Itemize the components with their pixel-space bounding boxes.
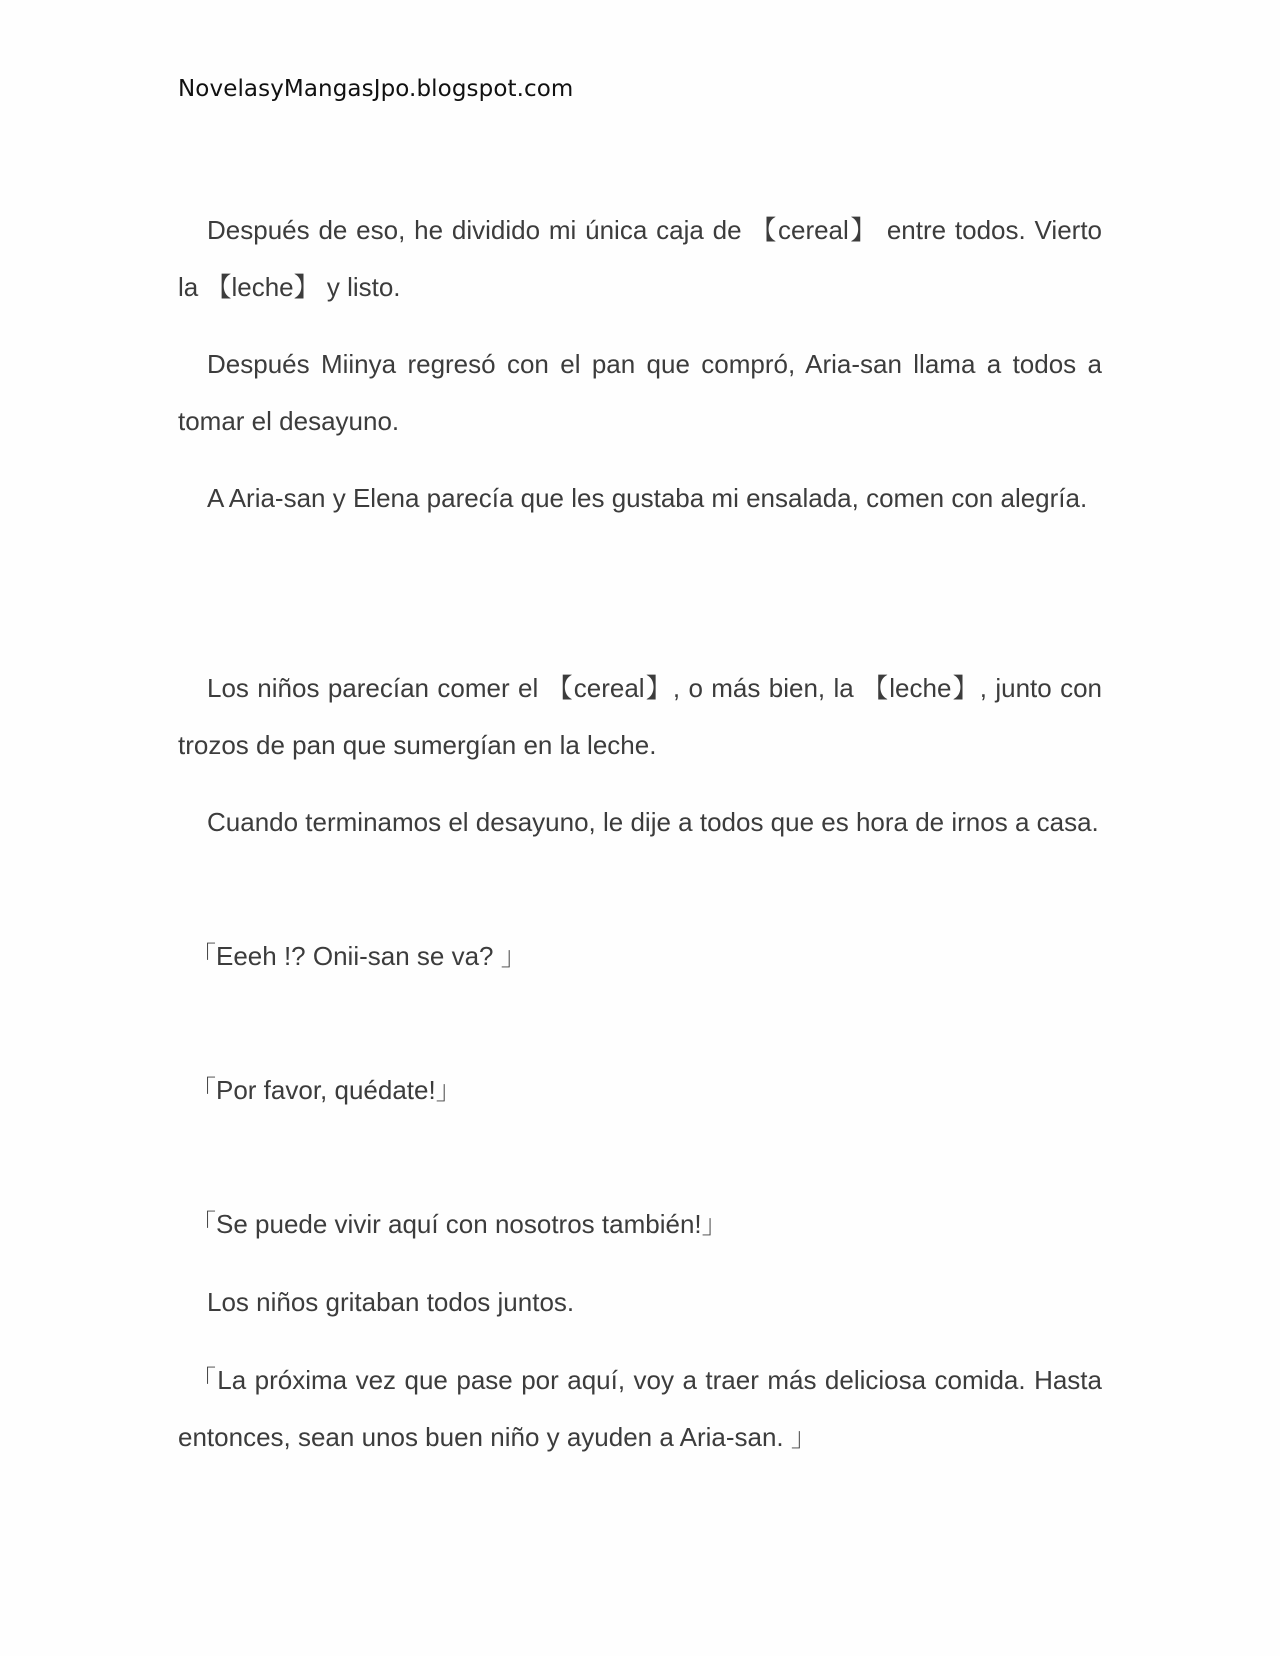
paragraph-children-milk: Los niños parecían comer el 【cereal】, o más bien, la 【leche】, junto con trozos de pan que sumergían en la leche. (178, 673, 1102, 760)
dialogue-live-here: 「Se puede vivir aquí con nosotros también!」 (190, 1209, 728, 1239)
dialogue-next-time: 「La próxima vez que pase por aquí, voy a traer más deliciosa comida. Hasta entonces, sean unos buen niño y ayuden a Aria-san. 」 (178, 1365, 1102, 1452)
paragraph-salad: A Aria-san y Elena parecía que les gustaba mi ensalada, comen con alegría. (207, 483, 1088, 513)
dialogue-stay: 「Por favor, quédate!」 (190, 1075, 462, 1105)
paragraph-breakfast-end: Cuando terminamos el desayuno, le dije a todos que es hora de irnos a casa. (207, 807, 1099, 837)
paragraph-children-shout: Los niños gritaban todos juntos. (207, 1287, 575, 1317)
blog-url-header: NovelasyMangasJpo.blogspot.com (178, 76, 574, 102)
dialogue-onii-san: 「Eeeh !? Onii-san se va? 」 (190, 941, 527, 971)
paragraph-miinya: Después Miinya regresó con el pan que compró, Aria-san llama a todos a tomar el desayuno. (178, 349, 1102, 436)
paragraph-cereal: Después de eso, he dividido mi única caja de 【cereal】 entre todos. Vierto la 【leche】 y listo. (178, 215, 1102, 302)
